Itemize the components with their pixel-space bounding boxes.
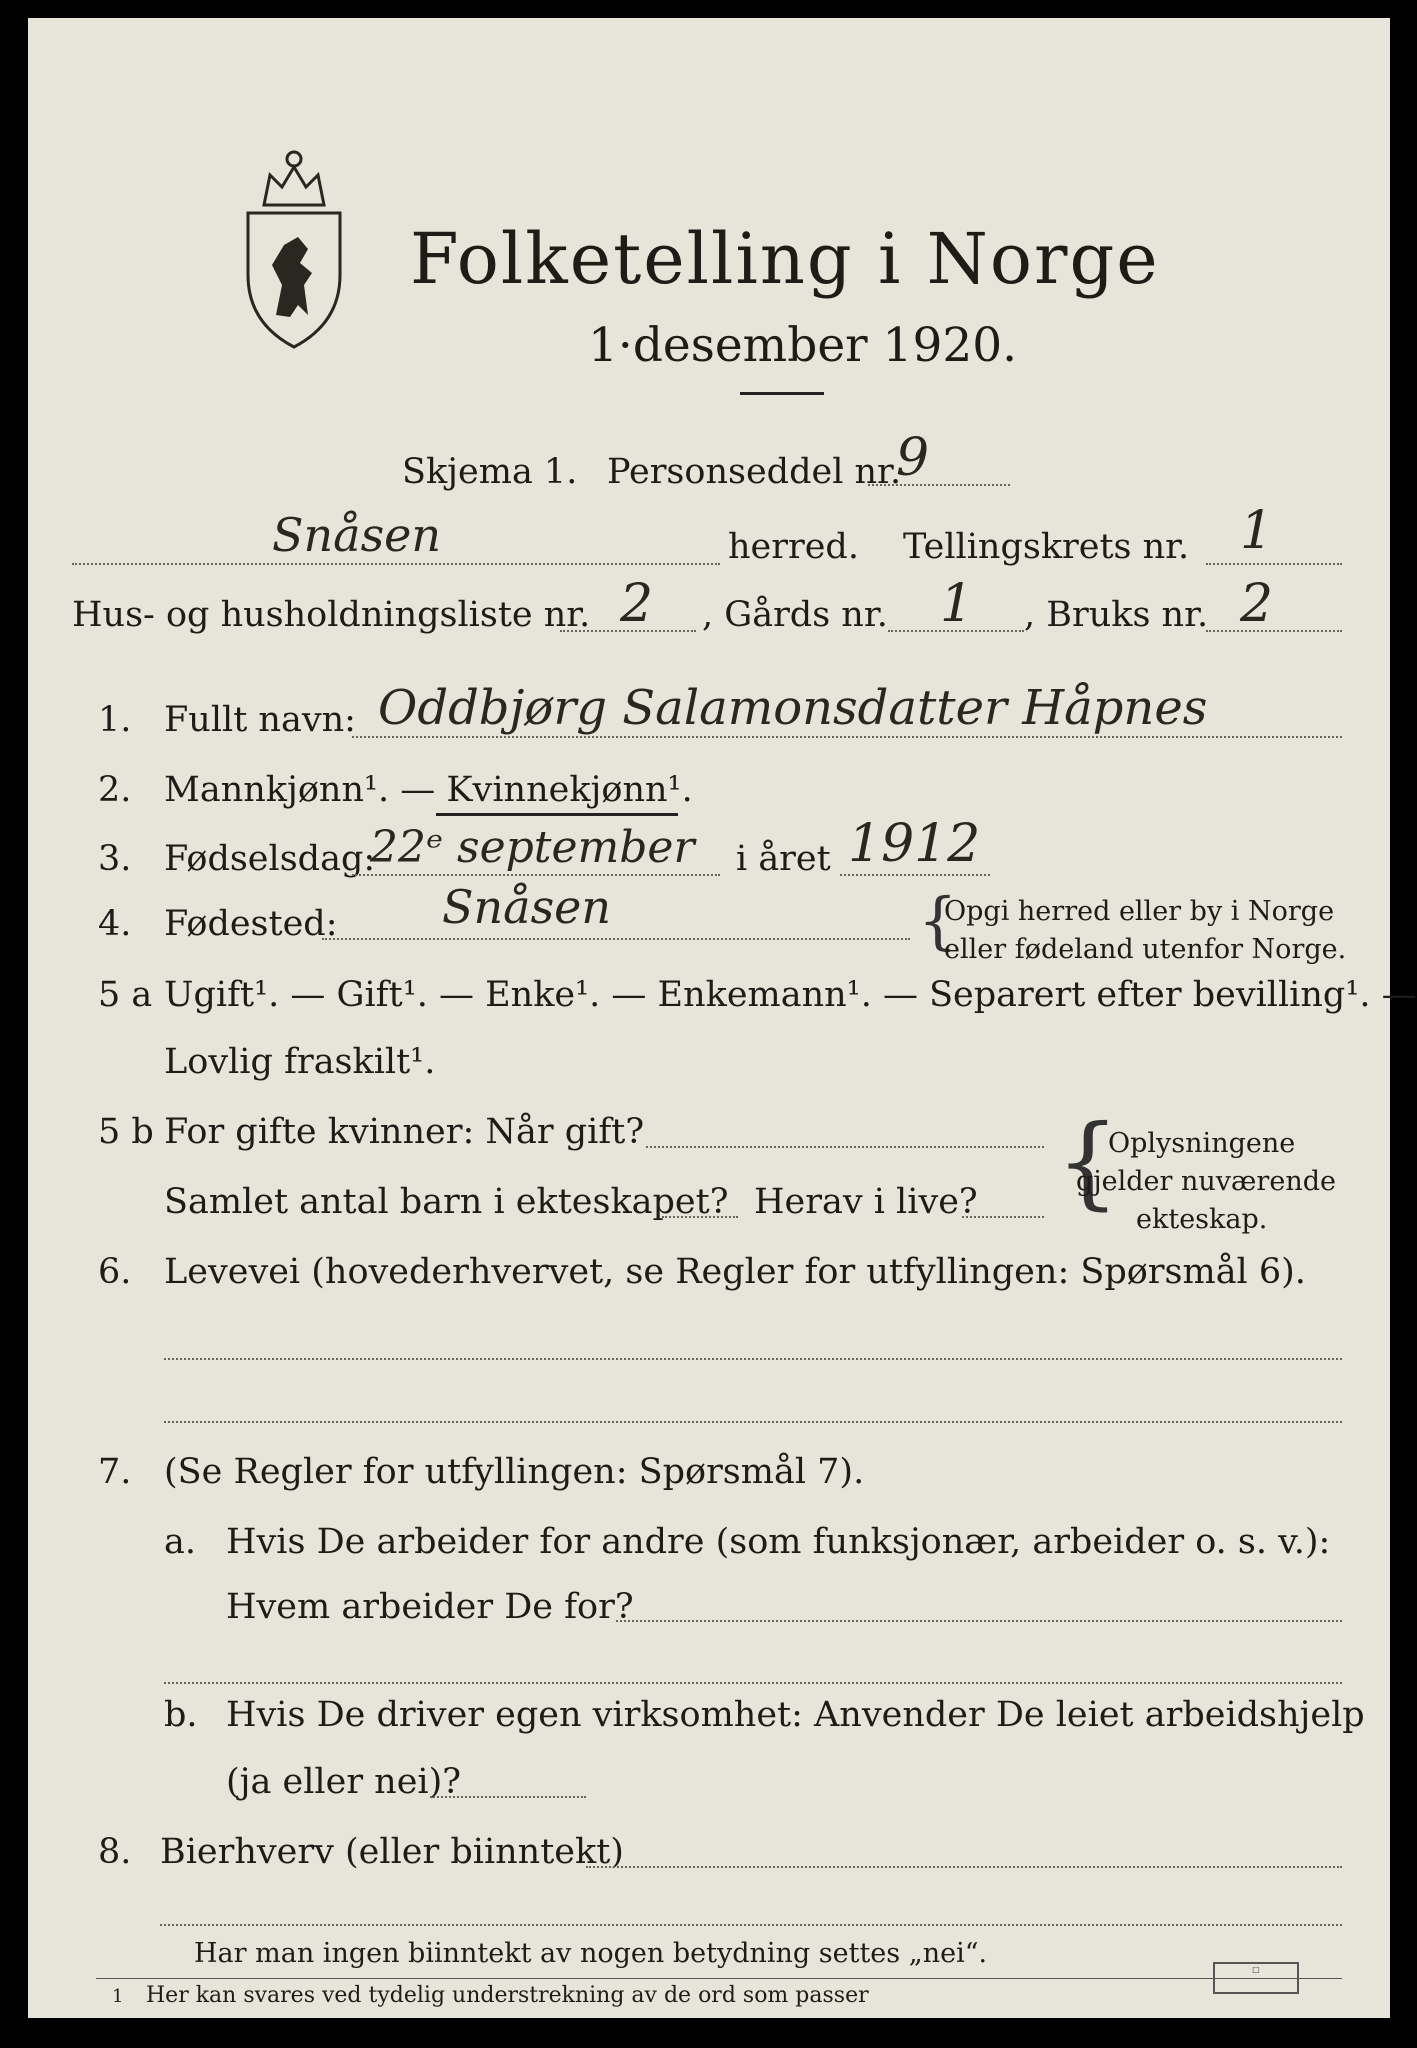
q5b-note-3: ekteskap.: [1136, 1204, 1268, 1235]
bruks-line: [1206, 630, 1342, 632]
q5b-line2a: Samlet antal barn i ekteskapet?: [164, 1182, 729, 1222]
footnote-divider: [96, 1978, 1342, 1979]
personseddel-label: Personseddel nr.: [607, 452, 902, 492]
full-name-value[interactable]: Oddbjørg Salamonsdatter Håpnes: [378, 680, 1208, 736]
q5a-line1: Ugift¹. — Gift¹. — Enke¹. — Enkemann¹. — Separert efter bevilling¹. —: [164, 975, 1417, 1015]
gards-label: , Gårds nr.: [702, 595, 888, 635]
q7a-number: a.: [164, 1522, 196, 1562]
birthday-value[interactable]: 22ᵉ september: [370, 822, 695, 873]
q2-label: Mannkjønn¹. — Kvinnekjønn¹.: [164, 770, 693, 810]
birthplace-value[interactable]: Snåsen: [442, 880, 612, 934]
q3-year-line: [840, 874, 990, 876]
q7-label: (Se Regler for utfyllingen: Spørsmål 7).: [164, 1452, 865, 1492]
q7b-line2: (ja eller nei)?: [226, 1762, 462, 1802]
tellingskrets-value[interactable]: 1: [1240, 501, 1274, 561]
side-income-line-1: [586, 1866, 1342, 1868]
q3-number: 3.: [98, 839, 132, 879]
q5b-note-1: Oplysningene: [1108, 1128, 1296, 1159]
herred-value[interactable]: Snåsen: [272, 508, 442, 562]
q4-note-1: Opgi herred eller by i Norge: [944, 896, 1335, 927]
footnote-text: Her kan svares ved tydelig understrekning av de ord som passer: [146, 1983, 869, 2008]
side-income-line-2: [160, 1924, 1342, 1926]
q5b-line2b: Herav i live?: [754, 1182, 978, 1222]
q4-note-2: eller fødeland utenfor Norge.: [944, 934, 1347, 965]
children-alive-line: [962, 1216, 1044, 1218]
q5b-number: 5 b: [98, 1112, 154, 1152]
q6-label: Levevei (hovederhvervet, se Regler for utfyllingen: Spørsmål 6).: [164, 1252, 1306, 1292]
tellingskrets-label: Tellingskrets nr.: [903, 527, 1190, 567]
footnote-mark: 1: [112, 1986, 124, 2007]
q4-number: 4.: [98, 904, 132, 944]
q7b-number: b.: [164, 1695, 198, 1735]
occupation-line-1: [164, 1358, 1342, 1360]
q6-number: 6.: [98, 1252, 132, 1292]
hus-value[interactable]: 2: [620, 574, 654, 634]
hired-help-line: [430, 1796, 586, 1798]
bruks-label: , Bruks nr.: [1024, 595, 1209, 635]
norwegian-coat-of-arms-icon: [238, 145, 350, 355]
occupation-line-2: [164, 1421, 1342, 1423]
q4-brace: {: [918, 884, 958, 957]
q5b-line1: For gifte kvinner: Når gift?: [164, 1112, 645, 1152]
q3-label: Fødselsdag:: [164, 839, 376, 879]
hus-label: Hus- og husholdningsliste nr.: [72, 595, 591, 635]
q3-year-label: i året: [736, 839, 831, 879]
q5b-brace: {: [1056, 1103, 1120, 1220]
herred-line: [72, 563, 720, 565]
tellingskrets-line: [1206, 563, 1342, 565]
q1-label: Fullt navn:: [164, 700, 356, 740]
gards-value[interactable]: 1: [940, 574, 974, 634]
title-divider: [740, 392, 824, 395]
q3-line: [352, 874, 720, 876]
employer-line-2: [164, 1682, 1342, 1684]
q7-number: 7.: [98, 1452, 132, 1492]
q8-number: 8.: [98, 1832, 132, 1872]
q1-number: 1.: [98, 700, 132, 740]
q1-line: [352, 736, 1342, 738]
q2-underline: [436, 813, 678, 816]
children-count-line: [662, 1216, 738, 1218]
form-title: Folketelling i Norge: [410, 218, 1160, 300]
q2-number: 2.: [98, 770, 132, 810]
bruks-value[interactable]: 2: [1240, 574, 1274, 634]
q8-note: Har man ingen biinntekt av nogen betydning settes „nei“.: [194, 1938, 988, 1969]
personseddel-value[interactable]: 9: [896, 428, 930, 488]
married-date-line: [646, 1146, 1044, 1148]
q7b-line1: Hvis De driver egen virksomhet: Anvender De leiet arbeidshjelp: [226, 1695, 1365, 1735]
q7a-line1: Hvis De arbeider for andre (som funksjonær, arbeider o. s. v.):: [226, 1522, 1331, 1562]
q4-line: [322, 938, 910, 940]
skjema-label: Skjema 1.: [402, 452, 578, 492]
census-date: 1·desember 1920.: [588, 318, 1018, 373]
personseddel-line: [868, 484, 1010, 486]
q4-label: Fødested:: [164, 904, 338, 944]
q5b-note-2: gjelder nuværende: [1076, 1166, 1336, 1197]
birth-year-value[interactable]: 1912: [848, 814, 981, 874]
printer-stamp: □: [1213, 1962, 1299, 1994]
employer-line-1: [616, 1620, 1342, 1622]
q5a-number: 5 a: [98, 975, 153, 1015]
herred-label: herred.: [728, 527, 859, 567]
q7a-line2: Hvem arbeider De for?: [226, 1587, 634, 1627]
q8-label: Bierhverv (eller biinntekt): [160, 1832, 624, 1872]
q5a-line2: Lovlig fraskilt¹.: [164, 1042, 436, 1082]
